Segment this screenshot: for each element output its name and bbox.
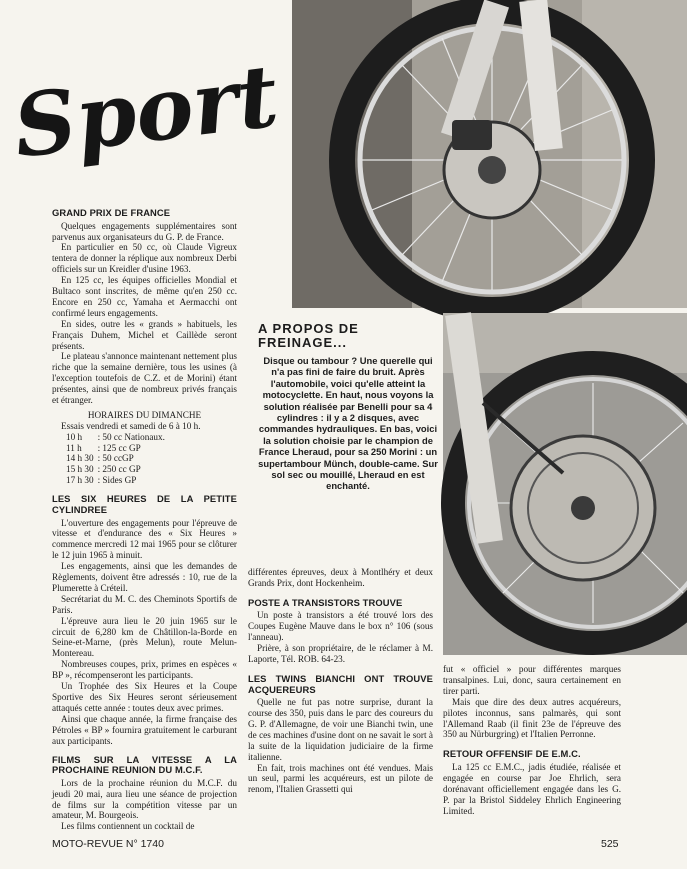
films-heading: FILMS SUR LA VITESSE A LA PROCHAINE REUNION DU M.C.F. xyxy=(52,753,237,776)
magazine-footer: MOTO-REVUE N° 1740 xyxy=(52,838,164,850)
column-middle xyxy=(248,567,433,795)
twins-paragraph: Quelle ne fut pas notre surprise, durant la course des 350, puis dans le parc des coureurs du G. P. d'Allemagne, de voir une Bianchi twin, une de ces machines d'usine dont on ne savait le sort à la suite de la liquidation judiciaire de la firme italienne. xyxy=(248,697,433,762)
emc-heading: RETOUR OFFENSIF DE E.M.C. xyxy=(443,748,581,760)
six-paragraph: Secrétariat du M. C. des Cheminots Sportifs de Paris. xyxy=(52,593,237,615)
gp-paragraph: En particulier en 50 cc, où Claude Vigreux tentera de donner la réplique aux nombreux Derbi officiels sur un Kreidler d'usine 1963. xyxy=(52,242,237,275)
column-left xyxy=(52,208,237,832)
schedule-intro: Essais vendredi et samedi de 6 à 10 h. xyxy=(61,420,201,431)
table-row: 15 h 30 : 250 cc GP xyxy=(66,463,141,474)
sport-title xyxy=(8,45,284,192)
films-paragraph: Les films contiennent un cocktail de xyxy=(61,821,195,832)
table-row: 10 h : 50 cc Nationaux. xyxy=(66,431,165,442)
schedule-table xyxy=(66,432,169,486)
six-paragraph: L'épreuve aura lieu le 20 juin 1965 sur le circuit de 6,280 km de Châtillon-la-Borde en Seine-et-Marne, (près Melun), route Melun-Montereau. xyxy=(52,615,237,659)
table-row: 14 h 30 : 50 ccGP xyxy=(66,453,134,464)
freinage-heading: A PROPOS DE FREINAGE... xyxy=(258,321,359,350)
schedule-title: HORAIRES DU DIMANCHE xyxy=(87,410,202,420)
page-number: 525 xyxy=(601,838,619,850)
front-wheel-disc-brake-illustration xyxy=(292,0,687,308)
table-row: 17 h 30 : Sides GP xyxy=(66,474,137,485)
six-paragraph: Un Trophée des Six Heures et la Coupe Sportive des Six Heures seront sérieusement attaqués cette année : toutes deux avec primes. xyxy=(52,681,237,713)
photo-munch-drum-brake xyxy=(443,313,687,655)
transistors-heading: POSTE A TRANSISTORS TROUVE xyxy=(248,596,403,608)
svg-text:Sport: Sport xyxy=(8,45,284,178)
gp-paragraph: En sides, outre les « grands » habituels, les Français Duhem, Michel et Caillède seront présents. xyxy=(52,318,237,351)
transistors-paragraph: Prière, à son propriétaire, de le réclamer à M. Laporte, Tél. ROB. 64-23. xyxy=(248,643,433,665)
freinage-caption: Disque ou tambour ? Une querelle qui n'a pas fini de faire du bruit. Après l'automobile, voici qu'elle atteint la motocyclette. En haut, nous voyons la solution réalisée par Benelli pour sa 4 cylindres : il y a 2 disques, avec commandes hydrauliques. En bas, voici la solution choisie par le champion de France Lheraud, pour sa 250 Morini : un supertambour Münch, double-came. Sur sol sec ou mouillé, Lheraud en est enchanté. xyxy=(258,355,438,492)
gp-heading: GRAND PRIX DE FRANCE xyxy=(52,207,171,218)
gp-paragraph: En 125 cc, les équipes officielles Mondial et Bultaco sont inscrites, de même qu'en 250 cc. Encore en 250 cc, Yamaha et Aermacchi ont confirmé leurs engagements. xyxy=(52,275,237,318)
twins-paragraph: En fait, trois machines ont été vendues. Mais un seul, parmi les acquéreurs, est un pilote de renom, l'Italien Grassetti qui xyxy=(248,762,433,795)
emc-paragraph: La 125 cc E.M.C., jadis étudiée, réalisée et engagée en course par Joe Ehrlich, sera dorénavant officiellement engagée dans les G. P. par la Bristol Siddeley Ehrlich Engineering Limited. xyxy=(443,761,621,816)
six-paragraph: L'ouverture des engagements pour l'épreuve de vitesse et d'endurance des « Six Heures » commence mercredi 12 mai 1965 pour se clôturer le 12 juin 1965 à minuit. xyxy=(52,517,237,561)
continuation-text: différentes épreuves, deux à Montlhéry et deux Grands Prix, dont Hockenheim. xyxy=(248,567,433,588)
twins-heading: LES TWINS BIANCHI ONT TROUVE ACQUEREURS xyxy=(248,672,433,695)
photo-benelli-disc-brake xyxy=(292,0,687,308)
table-row: 11 h : 125 cc GP xyxy=(66,442,141,453)
continuation-text: fut « officiel » pour différentes marques transalpines. Lui, donc, saura certainement en tirer parti. xyxy=(443,664,621,696)
six-paragraph: Les engagements, ainsi que les demandes de Règlements, doivent être adressés : 10, rue de la Plumerette à Créteil. xyxy=(52,561,237,593)
drum-brake-wheel-illustration xyxy=(443,313,687,655)
column-right xyxy=(443,664,621,816)
gp-paragraph: Le plateau s'annonce maintenant nettement plus riche que la semaine dernière, tous les usines (à l'exception toutefois de C.Z. et de Morini) étant présentes, ainsi que de nombreux privés français et étranger. xyxy=(52,351,237,406)
right-paragraph: Mais que dire des deux autres acquéreurs, pilotes inconnus, sans palmarès, qui sont l'Allemand Raab (il finit 23e de l'épreuve des 350 au Nürburgring) et l'Italien Perronne. xyxy=(443,696,621,740)
six-paragraph: Nombreuses coupes, prix, primes en espèces « BP », récompenseront les participants. xyxy=(52,659,237,681)
six-heures-heading: LES SIX HEURES DE LA PETITE CYLINDREE xyxy=(52,493,237,515)
transistors-paragraph: Un poste à transistors a été trouvé lors des Coupes Eugène Mauve dans le box n° 106 (sous l'anneau). xyxy=(248,610,433,643)
gp-paragraph: Quelques engagements supplémentaires sont parvenus aux organisateurs du G. P. de France. xyxy=(52,220,237,242)
films-paragraph: Lors de la prochaine réunion du M.C.F. du jeudi 20 mai, aura lieu une séance de projection de films sur la compétition vitesse par un amateur, M. Bourgeois. xyxy=(52,777,237,821)
six-paragraph: Ainsi que chaque année, la firme française des Pétroles « BP » fournira gratuitement le carburant aux participants. xyxy=(52,713,237,746)
